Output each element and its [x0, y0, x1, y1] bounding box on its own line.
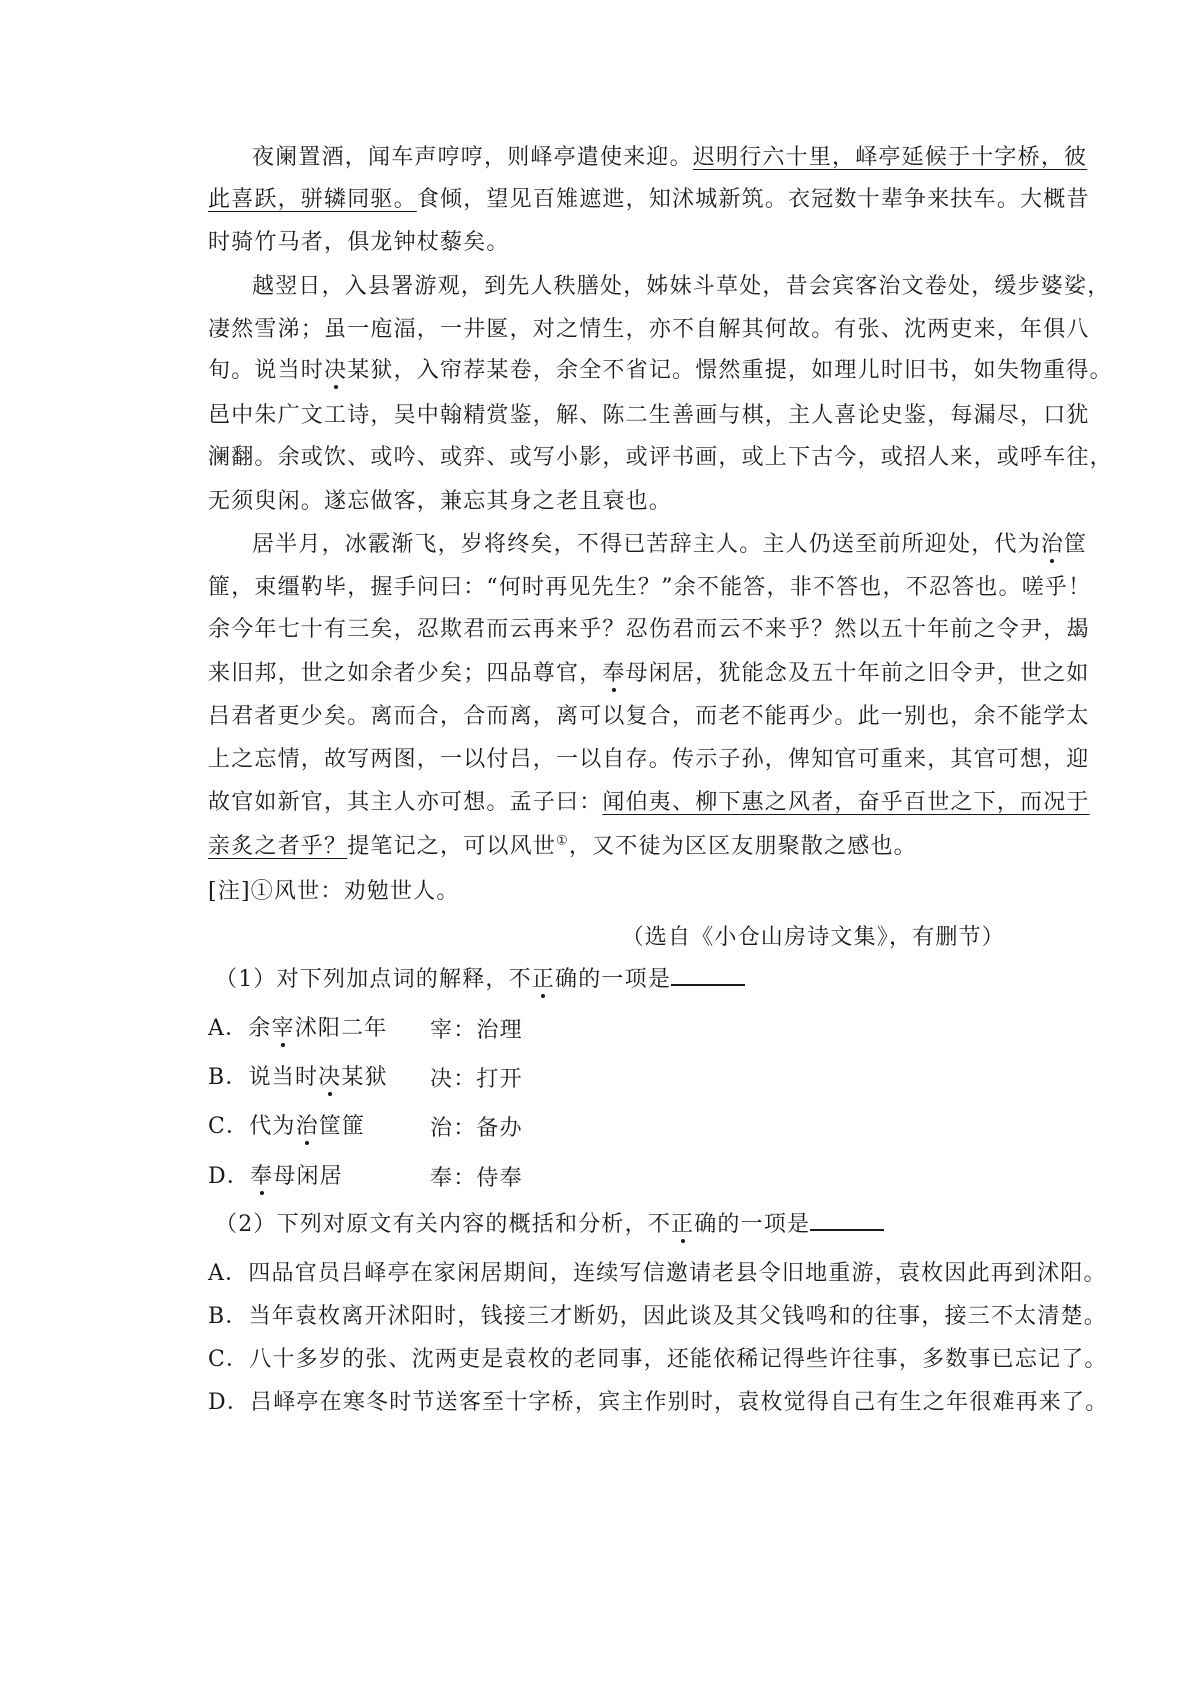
passage-line [208, 399, 1090, 433]
dotted-word: 治 [295, 1114, 319, 1139]
passage-line [208, 743, 1090, 777]
passage-line [208, 571, 1091, 605]
dotted-word: 宰 [271, 1016, 295, 1041]
text-span: 母闲居 [273, 1164, 343, 1189]
source-citation: （选自《小仓山房诗文集》，有删节） [621, 925, 1005, 950]
passage-line [208, 183, 1090, 217]
passage-line [208, 657, 1090, 691]
text-span: 的一项是 [717, 1212, 811, 1237]
text-span: 母闲居，犹能念及五十年前之旧令尹，世之如 [625, 661, 1090, 686]
text-span: 故官如新官，其主人亦可想。孟子曰： [208, 790, 603, 815]
passage-line [252, 141, 1087, 175]
text-span: 旬。说当时 [208, 358, 325, 383]
passage-line [208, 613, 1090, 647]
underlined-text: 此喜跃，骈辚同驱。 [208, 187, 417, 212]
text-span: 提笔记之，可以风世 [347, 834, 557, 859]
text-span: 余今年七十有三矣，忍欺君而云再来乎？忍伤君而云不来乎？然以五十年前之令尹，朅 [208, 617, 1090, 642]
question-1-option-d-meaning: 奉：侍奉 [430, 1166, 523, 1191]
text-span: 居半月，冰霰渐飞，岁将终矣，不得已苦辞主人。主人仍送至前所迎处，代为 [252, 532, 1041, 557]
question-1-option-a-meaning: 宰：治理 [430, 1018, 523, 1043]
dotted-word: 不正确 [508, 967, 579, 992]
passage-line [208, 226, 510, 260]
footnote-marker: ① [556, 833, 569, 849]
text-span: 来旧邦，世之如余者少矣；四品尊官， [208, 661, 603, 686]
passage-line [208, 700, 1090, 734]
question-1-option-d[interactable] [208, 1160, 343, 1194]
passage-line [208, 485, 672, 519]
text-span: ，又不徒为区区友朋聚散之感也。 [568, 834, 917, 859]
question-2-option-d[interactable]: D．吕峄亭在寒冬时节送客至十字桥，宾主作别时，袁枚觉得自己有生之年很难再来了。 [208, 1390, 1109, 1415]
underlined-text: 亲炙之者乎？ [208, 834, 348, 859]
dotted-word: 奉 [250, 1164, 274, 1189]
passage-line [208, 313, 1090, 347]
text-span: B．说当时 [208, 1065, 319, 1090]
footnote-text: [注]①风世：劝勉世人。 [208, 879, 460, 904]
dotted-word: 奉 [602, 661, 626, 686]
text-span: 无须臾闲。遂忘做客，兼忘其身之老且衰也。 [208, 489, 673, 514]
text-span: 邑中朱广文工诗，吴中翰精赏鉴，解、陈二生善画与棋，主人喜论史鉴，每漏尽，口犹 [208, 403, 1090, 428]
question-1-option-c[interactable] [208, 1110, 365, 1144]
underlined-text: 闻伯夷、柳下惠之风者，奋乎百世之下，而况于 [602, 790, 1090, 815]
text-span: 的一项是 [578, 967, 672, 992]
passage-line [208, 786, 1090, 820]
underlined-text: 迟明行六十里，峄亭延候于十字桥，彼 [692, 145, 1088, 170]
question-1-option-c-meaning: 治：备办 [430, 1116, 523, 1141]
passage-line [208, 354, 1113, 388]
question-1-option-a[interactable] [208, 1012, 388, 1046]
text-span: （1）对下列加点词的解释， [215, 967, 509, 992]
passage-line [208, 830, 917, 864]
passage-line [252, 270, 1110, 304]
text-span: 上之忘情，故写两图，一以付吕，一以自存。传示子孙，俾知官可重来，其官可想，迎 [208, 747, 1090, 772]
text-span: 吕君者更少矣。离而合，合而离，离可以复合，而老不能再少。此一别也，余不能学太 [208, 704, 1090, 729]
text-span: D． [208, 1164, 251, 1189]
dotted-word: 不正确 [647, 1212, 718, 1237]
footnote [208, 875, 460, 909]
question-2-option-b[interactable]: B．当年袁枚离开沭阳时，钱接三才断奶，因此谈及其父钱鸣和的往事，接三不太清楚。 [208, 1304, 1107, 1329]
text-span: 筐篚 [318, 1114, 366, 1139]
text-span: 篚，束缰靮毕，握手问曰：“何时再见先生？”余不能答，非不答也，不忍答也。嗟乎！ [208, 575, 1092, 600]
text-span: 食倾，望见百雉遮迣，知沭城新筑。衣冠数十辈争来扶车。大概昔 [416, 187, 1090, 212]
dotted-word: 决 [324, 358, 348, 383]
passage-line [252, 528, 1087, 562]
dotted-word: 决 [318, 1065, 342, 1090]
passage-line [208, 441, 1113, 475]
text-span: （2）下列对原文有关内容的概括和分析， [215, 1212, 648, 1237]
question-2-option-a[interactable]: A．四品官员吕峄亭在家闲居期间，连续写信邀请老县令旧地重游，袁枚因此再到沭阳。 [208, 1261, 1107, 1286]
text-span: 某狱 [341, 1065, 388, 1090]
answer-blank[interactable] [810, 1207, 884, 1231]
text-span: 沭阳二年 [294, 1016, 388, 1041]
question-2-stem [215, 1207, 884, 1242]
text-span: C．代为 [208, 1114, 296, 1139]
text-span: A．余 [208, 1016, 272, 1041]
dotted-word: 治 [1040, 532, 1065, 557]
answer-blank[interactable] [671, 962, 745, 986]
question-1-option-b[interactable] [208, 1061, 388, 1095]
text-span: 时骑竹马者，俱龙钟杖藜矣。 [208, 230, 510, 255]
text-span: 越翌日，入县署游观，到先人秩膳处，姊妹斗草处，昔会宾客治文卷处，缓步婆娑， [252, 274, 1111, 299]
text-span: 某狱，入帘荐某卷，余全不省记。憬然重提，如理儿时旧书，如失物重得。 [347, 358, 1113, 383]
question-1-option-b-meaning: 决：打开 [430, 1067, 523, 1092]
text-span: 澜翻。余或饮、或吟、或弈、或写小影，或评书画，或上下古今，或招人来，或呼车往， [208, 445, 1113, 470]
text-span: 筐 [1064, 532, 1088, 557]
question-1-stem [215, 962, 745, 997]
text-span: 夜阑置酒，闻车声哼哼，则峄亭遣使来迎。 [252, 145, 693, 170]
text-span: 凄然雪涕；虽一庖湢，一井匽，对之情生，亦不自解其何故。有张、沈两吏来，年俱八 [208, 317, 1090, 342]
question-2-option-c[interactable]: C．八十多岁的张、沈两吏是袁枚的老同事，还能依稀记得些许往事，多数事已忘记了。 [208, 1347, 1108, 1372]
